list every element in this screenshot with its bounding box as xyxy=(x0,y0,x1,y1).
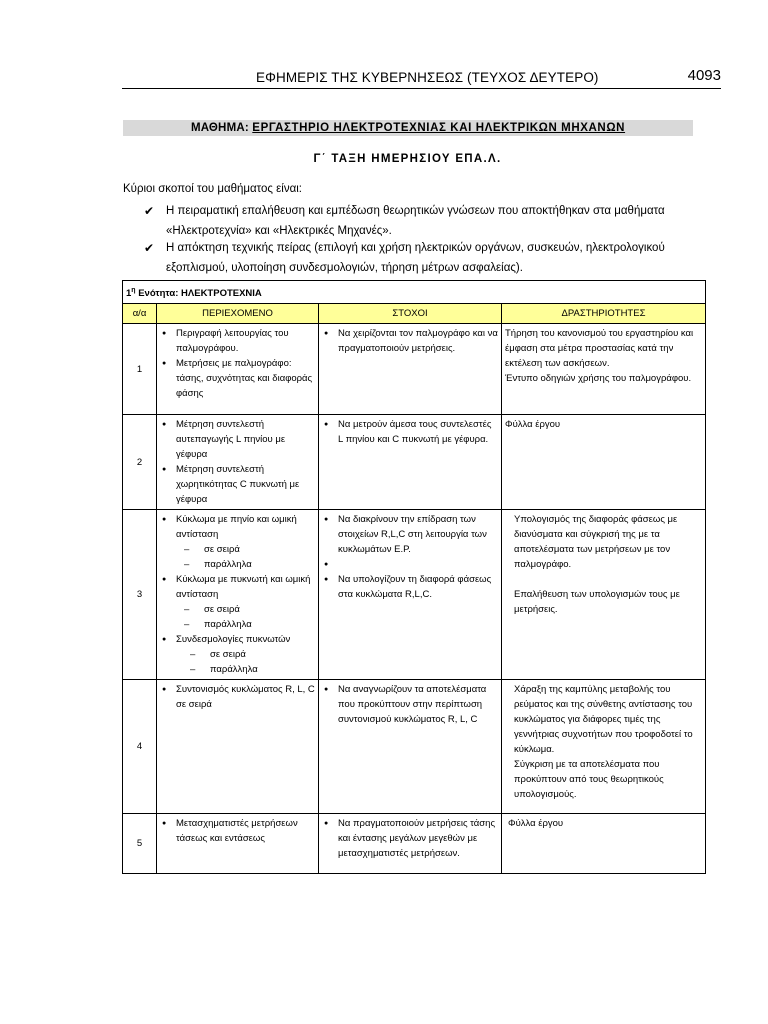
checkmark-icon: ✔ xyxy=(144,204,155,218)
content-cell xyxy=(157,415,319,510)
list-item: ● Να αναγνωρίζουν τα αποτελέσματα που προκύπτουν στην περίπτωση συντονισμού κυκλώματος R, L, C xyxy=(338,682,498,727)
sub-item: – σε σειρά xyxy=(210,647,315,662)
unit-title: $1^\eta$ Ενότητα: ΗΛΕΚΤΡΟΤΕΧΝΙΑ xyxy=(123,281,706,304)
checkmark-icon: ✔ xyxy=(144,241,155,255)
spacer xyxy=(514,572,702,587)
content-cell xyxy=(157,324,319,415)
intro-text: Κύριοι σκοποί του μαθήματος είναι: xyxy=(123,183,303,195)
activity-text: Φύλλα έργου xyxy=(505,419,561,431)
subject-label: ΜΑΘΗΜΑ: xyxy=(190,122,249,134)
goals-cell xyxy=(319,415,502,510)
sub-item: – παράλληλα xyxy=(210,662,315,677)
sub-item: – παράλληλα xyxy=(204,617,315,632)
content-cell xyxy=(157,510,319,680)
activity-text: Υπολογισμός της διαφοράς φάσεως με διανύσματα και σύγκρισή της με τα αποτελέσματα των μετρήσεων με τον παλμογράφο. xyxy=(514,514,678,571)
page-header xyxy=(122,66,721,89)
row-number: 2 xyxy=(123,415,157,510)
goal-line: «Ηλεκτροτεχνία» και «Ηλεκτρικές Μηχανές». xyxy=(166,225,392,237)
subject-banner xyxy=(123,120,693,136)
goal-line: Η απόκτηση τεχνικής πείρας (επιλογή και χρήση ηλεκτρικών οργάνων, συσκευών, ηλεκτρολογικού xyxy=(166,242,665,254)
unit-title-row xyxy=(123,281,706,304)
goals-cell xyxy=(319,510,502,680)
row-number: 5 xyxy=(123,814,157,874)
goal-item xyxy=(144,238,704,278)
activities-cell xyxy=(502,814,706,874)
table-row xyxy=(123,510,706,680)
content-cell xyxy=(157,814,319,874)
goal-item xyxy=(144,201,704,241)
subject-name: ΕΡΓΑΣΤΗΡΙΟ ΗΛΕΚΤΡΟΤΕΧΝΙΑΣ ΚΑΙ ΗΛΕΚΤΡΙΚΩΝ ΜΗΧΑΝΩΝ xyxy=(252,122,626,134)
list-item: ● Να υπολογίζουν τη διαφορά φάσεως στα κυκλώματα R,L,C. xyxy=(338,572,498,602)
list-item: ● Μέτρηση συντελεστή χωρητικότητας C πυκνωτή με γέφυρα xyxy=(176,462,315,507)
spacer xyxy=(338,557,498,572)
goal-line: Η πειραματική επαλήθευση και εμπέδωση θεωρητικών γνώσεων που αποκτήθηκαν στα μαθήματα xyxy=(166,205,665,217)
activity-text: Έντυπο οδηγιών χρήσης του παλμογράφου. xyxy=(505,373,692,385)
activities-cell xyxy=(502,415,706,510)
grade-heading: Γ΄ ΤΑΞΗ ΗΜΕΡΗΣΙΟΥ ΕΠΑ.Λ. xyxy=(313,153,502,165)
row-number: 4 xyxy=(123,680,157,814)
table-row xyxy=(123,814,706,874)
activity-text: Επαλήθευση των υπολογισμών τους με μετρήσεις. xyxy=(514,589,680,616)
table-row xyxy=(123,324,706,415)
table-row xyxy=(123,680,706,814)
row-number: 3 xyxy=(123,510,157,680)
activities-cell xyxy=(502,510,706,680)
activity-text: Σύγκριση με τα αποτελέσματα που προκύπτουν από τους θεωρητικούς υπολογισμούς. xyxy=(514,759,664,801)
list-item: ● Να πραγματοποιούν μετρήσεις τάσης και έντασης μεγάλων μεγεθών με μετασχηματιστές μετρήσεων. xyxy=(338,816,498,861)
column-header-row xyxy=(123,304,706,324)
list-item: ● Να διακρίνουν την επίδραση των στοιχείων R,L,C στη λειτουργία των κυκλωμάτων Ε.Ρ. xyxy=(338,512,498,557)
list-item: ● Συντονισμός κυκλώματος R, L, C σε σειρά xyxy=(176,682,315,712)
header-content: ΠΕΡΙΕΧΟΜΕΝΟ xyxy=(157,304,319,324)
activity-text: Φύλλα έργου xyxy=(508,818,564,830)
list-item: ● Περιγραφή λειτουργίας του παλμογράφου. xyxy=(176,326,315,356)
list-item: ● Κύκλωμα με πυκνωτή και ωμική αντίσταση – σε σειρά – παράλληλα xyxy=(176,572,315,632)
activities-cell xyxy=(502,324,706,415)
row-number: 1 xyxy=(123,324,157,415)
list-item: ● Να χειρίζονται τον παλμογράφο και να πραγματοποιούν μετρήσεις. xyxy=(338,326,498,356)
content-cell xyxy=(157,680,319,814)
header-activities: ΔΡΑΣΤΗΡΙΟΤΗΤΕΣ xyxy=(502,304,706,324)
goals-cell xyxy=(319,680,502,814)
list-item: ● Κύκλωμα με πηνίο και ωμική αντίσταση – σε σειρά – παράλληλα xyxy=(176,512,315,572)
sub-item: – παράλληλα xyxy=(204,557,315,572)
list-item: ● Μετρήσεις με παλμογράφο: τάσης, συχνότητας και διαφοράς φάσης xyxy=(176,356,315,401)
page-number: 4093 xyxy=(687,67,721,84)
activity-text: Τήρηση του κανονισμού του εργαστηρίου και έμφαση στα μέτρα προστασίας κατά την εκτέλεση των ασκήσεων. xyxy=(505,328,694,370)
sub-item: – σε σειρά xyxy=(204,542,315,557)
curriculum-table xyxy=(122,280,706,874)
header-aa: α/α xyxy=(123,304,157,324)
activity-text: Χάραξη της καμπύλης μεταβολής του ρεύματος και της σύνθετης αντίστασης του κυκλώματος για διάφορες τιμές της γεννήτριας συχνοτήτων που τροφοδοτεί το κύκλωμα. xyxy=(514,684,693,756)
sub-item: – σε σειρά xyxy=(204,602,315,617)
goal-line: εξοπλισμού, υλοποίηση συνδεσμολογιών, τήρηση μέτρων ασφαλείας). xyxy=(166,262,523,274)
goals-cell xyxy=(319,814,502,874)
goals-cell xyxy=(319,324,502,415)
table-row xyxy=(123,415,706,510)
list-item: ● Μετασχηματιστές μετρήσεων τάσεως και εντάσεως xyxy=(176,816,315,846)
list-item: ● Να μετρούν άμεσα τους συντελεστές L πηνίου και C πυκνωτή με γέφυρα. xyxy=(338,417,498,447)
header-goals: ΣΤΟΧΟΙ xyxy=(319,304,502,324)
activities-cell xyxy=(502,680,706,814)
list-item: ● Συνδεσμολογίες πυκνωτών – σε σειρά – παράλληλα xyxy=(176,632,315,677)
list-item: ● Μέτρηση συντελεστή αυτεπαγωγής L πηνίου με γέφυρα xyxy=(176,417,315,462)
gazette-title: ΕΦΗΜΕΡΙΣ ΤΗΣ ΚΥΒΕΡΝΗΣΕΩΣ (ΤΕΥΧΟΣ ΔΕΥΤΕΡΟ) xyxy=(256,70,599,85)
